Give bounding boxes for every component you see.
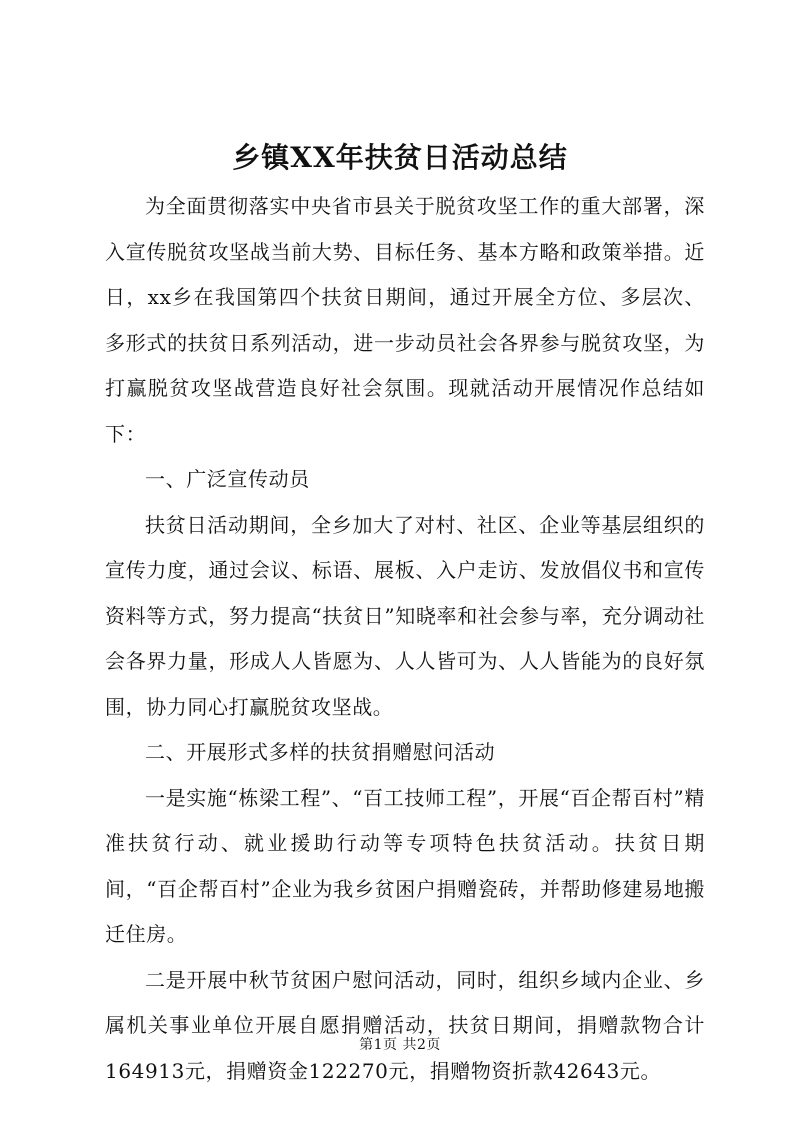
document-body — [105, 184, 705, 1094]
page-indicator: 第1页 共2页 — [359, 1037, 441, 1053]
publicity-paragraph: 扶贫日活动期间，全乡加大了对村、社区、企业等基层组织的宣传力度，通过会议、标语、展板、入户走访、发放倡仪书和宣传资料等方式，努力提高“扶贫日”知晓率和社会参与率，充分调动社会各界力量，形成人人皆愿为、人人皆可为、人人皆能为的良好氛围，协力同心打赢脱贫攻坚战。 — [105, 512, 705, 719]
document-title: 乡镇XX年扶贫日活动总结 — [232, 141, 568, 174]
section-heading-donation: 二、开展形式多样的扶贫捐赠慰问活动 — [145, 740, 496, 764]
intro-paragraph: 为全面贯彻落实中央省市县关于脱贫攻坚工作的重大部署，深入宣传脱贫攻坚战当前大势、目标任务、基本方略和政策举措。近日，xx乡在我国第四个扶贫日期间，通过开展全方位、多层次、多形式的扶贫日系列活动，进一步动员社会各界参与脱贫攻坚，为打赢脱贫攻坚战营造良好社会氛围。现就活动开展情况作总结如下： — [105, 194, 705, 446]
donation-paragraph-2: 二是开展中秋节贫困户慰问活动，同时，组织乡域内企业、乡属机关事业单位开展自愿捐赠活动，扶贫日期间，捐赠款物合计164913元，捐赠资金122270元，捐赠物资折款42643元。 — [105, 967, 705, 1083]
section-heading-publicity: 一、广泛宣传动员 — [145, 467, 310, 491]
donation-paragraph-1: 一是实施“栋梁工程”、“百工技师工程”，开展“百企帮百村”精准扶贫行动、就业援助行动等专项特色扶贫活动。扶贫日期间，“百企帮百村”企业为我乡贫困户捐赠瓷砖，并帮助修建易地搬迁住房。 — [105, 785, 705, 946]
